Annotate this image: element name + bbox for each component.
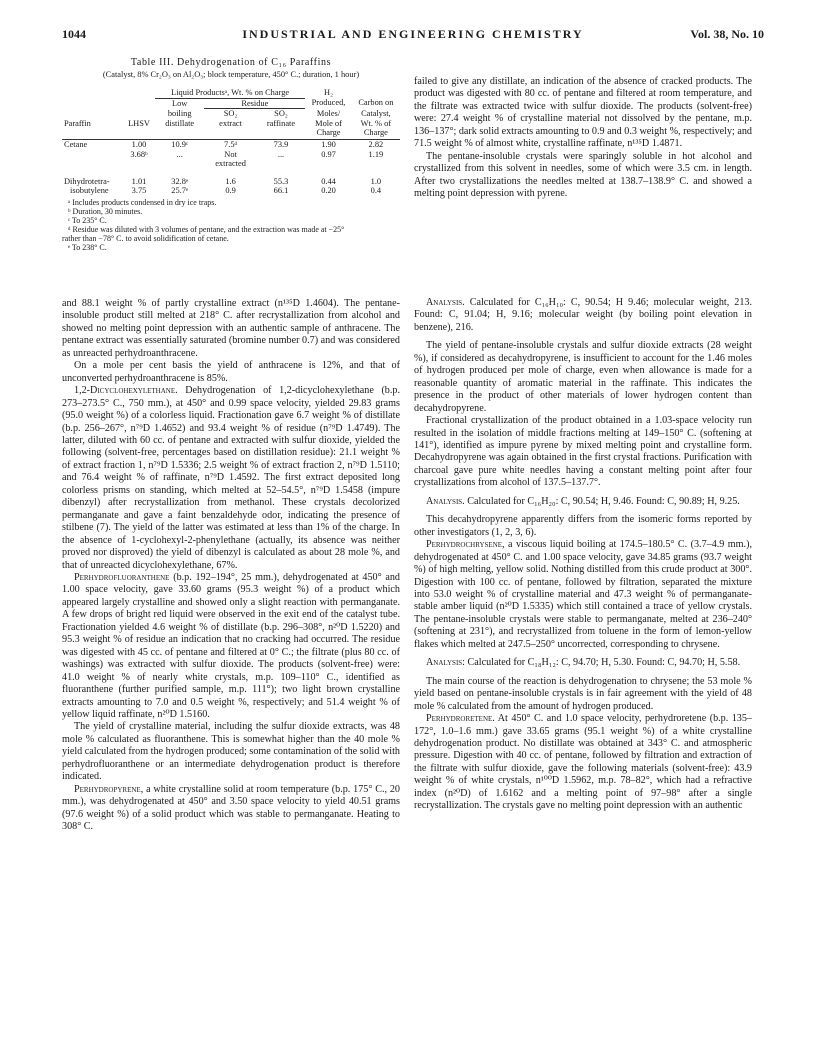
page-number: 1044 <box>62 27 86 41</box>
paragraph: failed to give any distillate, an indication of the absence of cracked products. The product was digested with 80 cc. of pentane and filtered at room temperature, and the filtrate was extracted twice with sulfur dioxide. The products (solvent-free) were: 27.4 weight % of crystalline material not dissolved by the pentane, m.p. 136–137°; dark solid extracts amounting to 0.9 and 0.3 weight %, respectively; and 71.5 weight % of almost white, crystalline raffinate, n¹³⁵D 1.4871. <box>414 76 752 150</box>
data-table <box>62 88 400 196</box>
group-header-residue: Residue <box>204 98 305 109</box>
col-raffinate: raffinate <box>257 119 306 140</box>
paragraph: Perhydrofluoranthene (b.p. 192–194°, 25 mm.), dehydrogenated at 450° and 1.00 space velocity, gave 33.60 grams (95.3 weight %) of a product which appeared largely crystalline and showed only a slight reaction with permanganate. A few drops of bright red liquid were observed in the exit end of the catalyst tube. Fractionation yielded 4.6 weight % of distillate (b.p. 296–308°, n²⁰D 1.5220) and 95.3 weight % of residue an indication that no cracking had occurred. The residue was digested with 45 cc. of pentane and filtered at 0° C.; the filtrate (plus 80 cc. of washings) was extracted with sulfur dioxide. The products (solvent-free) were: 41.0 weight % of nearly white crystals, m.p. 109–110° C., identified as fluoranthene (further purified sample, m.p. 111°); two light brown crystalline extracts amounting to 7.0 and 0.5 weight %, respectively; and 51.4 weight % of yellow liquid raffinate, n²⁰D 1.5160. <box>62 571 400 720</box>
footnote: ᵃ Includes products condensed in dry ice traps. <box>68 197 217 207</box>
col-h2: Mole of Charge <box>305 119 351 140</box>
col-raffinate: SO₂ <box>274 109 288 119</box>
table-iii <box>62 58 400 252</box>
paragraph: The main course of the reaction is dehydrogenation to chrysene; the 53 mole % yield based on pentane-insoluble crystals is in fair agreement with the yield of 48 mole % calculated from the amount of hydrogen produced. <box>414 675 752 712</box>
footnote: ᶜ To 235° C. <box>68 215 107 225</box>
col-carbon: Catalyst, <box>361 108 391 118</box>
paragraph: On a mole per cent basis the yield of anthracene is 12%, and that of unconverted perhydroanthracene is 85%. <box>62 360 400 384</box>
page-header <box>62 27 764 43</box>
footnote: ᵈ Residue was diluted with 3 volumes of pentane, and the extraction was made at −25° <box>68 224 345 234</box>
section-head: Perhydrofluoranthene <box>74 571 170 583</box>
col-low: Low <box>172 98 188 108</box>
left-column <box>62 298 400 833</box>
section-head: Perhydroretene. <box>426 713 495 725</box>
right-column-top <box>414 76 752 201</box>
paragraph: This decahydropyrene apparently differs from the isomeric forms reported by other investigators (1, 2, 3, 6). <box>414 514 752 538</box>
paragraph: Perhydropyrene, a white crystalline solid at room temperature (b.p. 175° C., 20 mm.), was dehydrogenated at 450° and 3.50 space velocity to yield 40.51 grams (97.6 weight %) of a solid product which was stable to permanganate. Heating to 308° C. <box>62 783 400 833</box>
col-extract: SO₂ <box>223 109 238 119</box>
paragraph: Perhydroretene. At 450° C. and 1.0 space velocity, perhydroretene (b.p. 135–172°, 1.0–1.6 mm.) gave 33.65 grams (95.1 weight %) of a white crystalline dehydrogenation product. No distillate was obtained at 343° C. and atmospheric pressure. Digestion with 40 cc. of pentane, followed by filtration and extraction of the filtrate with sulfur dioxide, gave the following materials (solvent-free): 43.9 weight % of white crystals, n¹⁰⁰D 1.5962, m.p. 78–82°, which had a refractive index (n²⁰D) of 1.6162 and a melting point of 97–98° after a single recrystallization. The crystals gave no melting point depression with an authentic <box>414 713 752 812</box>
col-low: distillate <box>155 119 205 140</box>
group-header-liquid: Liquid Productsᵃ, Wt. % on Charge <box>155 88 305 98</box>
col-lhsv: LHSV <box>123 119 155 140</box>
table-caption: Table III. Dehydrogenation of C₁₆ Paraffins <box>130 57 332 68</box>
analysis-paragraph: Analysis: Calculated for C₁₈H₁₂: C, 94.70; H, 5.30. Found: C, 94.70; H, 5.58. <box>426 657 741 669</box>
table-row: isobutylene 3.75 25.7ᵉ 0.9 66.1 0.20 0.4 <box>70 186 382 196</box>
journal-title: INDUSTRIAL AND ENGINEERING CHEMISTRY <box>242 27 584 41</box>
paragraph: The yield of pentane-insoluble crystals and sulfur dioxide extracts (28 weight %), if considered as decahydropyrene, is insufficient to account for the 1.46 moles of hydrogen produced per mole of charge, even when allowance is made for a reasonable quantity of aromatic material in the raffinate. This indicates the presence in the product of other materials of lower hydrogen content than decahydropyrene. <box>414 340 752 414</box>
table-subcaption: (Catalyst, 8% Cr₂O₃ on Al₂O₃; block temperature, 450° C.; duration, 1 hour) <box>102 70 360 79</box>
paragraph: The pentane-insoluble crystals were sparingly soluble in hot alcohol and crystallized from this solvent in needles, some of which were 3.5 cm. in length. After two crystallizations the needles melted at 138.7–138.9° C. and showed a melting point depression with pyrene. <box>414 150 752 200</box>
footnote: rather than −78° C. to avoid solidification of cetane. <box>62 233 229 243</box>
col-carbon: Wt. % of Charge <box>352 119 400 140</box>
paragraph: Fractional crystallization of the product obtained in a 1.03-space velocity run resulted in the isolation of middle fractions melting at 149–150° C. (softening at 141°), identified as impure pyrene by mixed melting point and crystalline form. Decahydropyrene was again obtained in the first crystal fractions. Purification with charcoal gave pure white needles having a constant melting point after four crystallizations from alcohol of 137.5–137.7°. <box>414 415 752 489</box>
col-h2: Moles/ <box>316 108 341 118</box>
table-row: Dihydrotetra- 1.01 32.8ᵉ 1.6 55.3 0.44 1.0 <box>64 176 382 186</box>
table-row: 3.68ᵇ ... Not ... 0.97 1.19 <box>130 149 384 159</box>
col-h2: Produced, <box>311 98 346 108</box>
paragraph: Perhydrochrysene, a viscous liquid boiling at 174.5–180.5° C. (3.7–4.9 mm.), dehydrogenated at 450° C. and 1.00 space velocity, gave 34.85 grams (93.7 weight %) of high melting, yellow solid. Nothing distilled from this crude product at 300°. Digestion with 100 cc. of pentane, followed by filtration, separated the mixture into 53.0 weight % of crystalline material and 47.3 weight % of permanganate-stable amber liquid (n²⁰D 1.5335) which still contained a trace of yellow crystals. The pentane-insoluble crystals were stable to permanganate, melted at 236–240° (softening at 231°), and recrystallized from toluene in the form of lemon-yellow flakes which melted at 247.5–250° uncorrected, corresponding to chrysene. <box>414 539 752 650</box>
table-row: Cetane 1.00 10.9ᶜ 7.5ᵈ 73.9 1.90 2.82 <box>64 139 384 149</box>
col-paraffin: Paraffin <box>62 119 123 140</box>
paragraph: and 88.1 weight % of partly crystalline extract (n¹³⁵D 1.4604). The pentane-insoluble product still melted at 218° C. after recrystallization from alcohol and showed no melting point depression with an authentic sample of anthracene. The pentane extract was essentially saturated (bromine number 0.7) and was considered as unreacted perhydroanthracene. <box>62 298 400 359</box>
analysis-paragraph: Analysis. Calculated for C₁₆H₁₀: C, 90.54; H 9.46; molecular weight, 213. Found: C, 91.04; H, 9.16; molecular weight (by boiling point elevation in benzene), 216. <box>414 297 752 333</box>
section-head: 1,2-Dicyclohexylethane. <box>74 385 178 397</box>
col-low: boiling <box>167 108 192 118</box>
table-footnotes <box>62 198 400 252</box>
col-extract: extract <box>204 119 256 140</box>
paragraph: 1,2-Dicyclohexylethane. Dehydrogenation of 1,2-dicyclohexylethane (b.p. 273–273.5° C., 750 mm.), at 450° and 0.99 space velocity, yielded 29.83 grams (95.0 weight %) of a colorless liquid. Fractionation gave 6.7 weight % of distillate (b.p. 256–267°, n⁷⁹D 1.4652) and 93.4 weight % of residue (n⁷⁹D 1.4749). The latter, diluted with 60 cc. of pentane and extracted with sulfur dioxide, yielded the following (solvent-free, percentages based on distillation residue): 21.1 weight % of extract fraction 1, n⁷⁹D 1.5336; 2.5 weight % of extract fraction 2, n⁷⁹D 1.5110; and 76.4 weight % of raffinate, n⁷⁹D 1.4592. The first extract deposited long colorless prisms on standing, which melted at 52–54.5°, n⁷⁹D 1.5458 (impure dibenzyl) after recrystallization from methanol. These crystals decolorized permanganate and gave a faint benzaldehyde odor, indicating the presence of stilbene (7). The yield of the latter was estimated at less than 1% of the charge. In the absence of 1-cyclohexyl-2-phenylethane (actually, its absence was neither proved nor disproved) the yield of dibenzyl is calculated as about 28 mole %, and that of unreacted dicyclohexylethane, 67%. <box>62 385 400 571</box>
col-h2: H₂ <box>324 88 333 97</box>
table-row: extracted <box>215 159 246 169</box>
col-carbon: Carbon on <box>358 98 394 108</box>
analysis-paragraph: Analysis. Calculated for C₁₆H₂₀: C, 90.54; H, 9.46. Found: C, 90.89; H, 9.25. <box>426 495 740 507</box>
paragraph: The yield of crystalline material, including the sulfur dioxide extracts, was 48 mole % calculated as fluoranthene. This is somewhat higher than the 40 mole % yield calculated from the hydrogen produced; some contamination of the solid with perhydrofluoranthene or an intermediate dehydrogenation product is therefore indicated. <box>62 721 400 783</box>
right-column <box>414 297 752 813</box>
volume-issue: Vol. 38, No. 10 <box>690 27 764 41</box>
footnote: ᵇ Duration, 30 minutes. <box>68 206 143 216</box>
footnote: ᵉ To 238° C. <box>68 242 107 252</box>
section-head: Perhydropyrene, <box>74 783 144 795</box>
section-head: Perhydrochrysene, <box>426 539 505 551</box>
